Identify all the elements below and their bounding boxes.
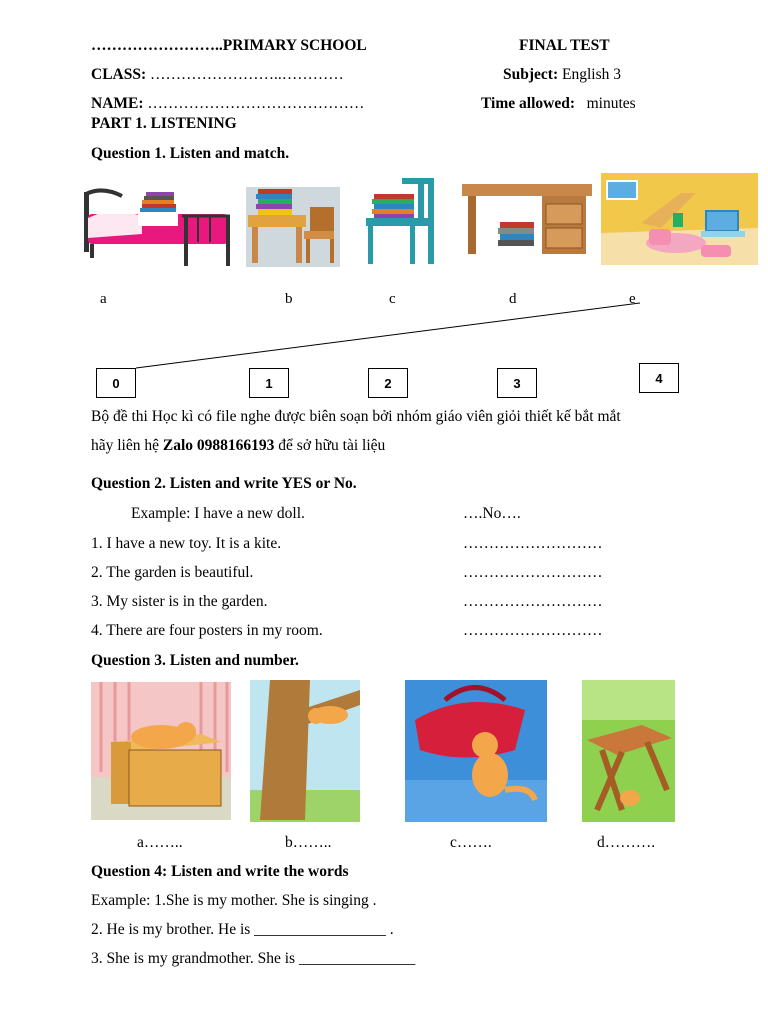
- subject-value: English 3: [561, 66, 621, 83]
- q1-letter-c: c: [389, 291, 396, 307]
- final-test-title: FINAL TEST: [519, 37, 610, 54]
- q3-title: Question 3. Listen and number.: [91, 652, 299, 669]
- promo-line-2: [91, 437, 385, 455]
- q4-item-3: 3. She is my grandmother. She is _______________: [91, 950, 416, 967]
- match-box-1: 1: [249, 368, 289, 398]
- cat-by-bag-image: [405, 680, 547, 822]
- time-value: minutes: [586, 95, 636, 112]
- q2-answer-2: ………………………: [463, 564, 603, 581]
- zalo-contact: Zalo 0988166193: [162, 437, 275, 454]
- q1-letter-d: d: [509, 291, 517, 307]
- part1-heading: PART 1. LISTENING: [91, 115, 237, 132]
- school-name: ……………………..PRIMARY SCHOOL: [91, 37, 367, 54]
- match-box-0: 0: [96, 368, 136, 398]
- q2-answer-1: ………………………: [463, 535, 603, 552]
- q3-label-c: c…….: [450, 834, 492, 851]
- name-label: NAME:: [91, 95, 144, 112]
- q2-example-answer: ….No….: [463, 505, 521, 522]
- example-match-line: [0, 0, 768, 400]
- promo-text-end: để sở hữu tài liệu: [274, 437, 386, 454]
- q1-letter-b: b: [285, 291, 293, 307]
- q2-example: Example: I have a new doll.: [131, 505, 305, 522]
- q3-label-d: d……….: [597, 834, 656, 851]
- promo-text: hãy liên hệ: [91, 437, 163, 454]
- name-blank: ……………………………………: [147, 95, 365, 112]
- q4-title: Question 4: Listen and write the words: [91, 863, 349, 880]
- q4-example: Example: 1.She is my mother. She is singing .: [91, 892, 377, 909]
- q2-item-2: 2. The garden is beautiful.: [91, 564, 254, 581]
- q4-item-2: 2. He is my brother. He is _________________ .: [91, 921, 394, 938]
- q2-answer-4: ………………………: [463, 622, 603, 639]
- cat-in-tree-image: [250, 680, 360, 822]
- match-box-4: 4: [639, 363, 679, 393]
- q2-title: Question 2. Listen and write YES or No.: [91, 475, 357, 492]
- q1-letter-e: e: [629, 291, 636, 307]
- subject-label: Subject:: [503, 66, 559, 83]
- q1-title: Question 1. Listen and match.: [91, 145, 290, 162]
- class-blank: ……………………..…………: [150, 66, 344, 83]
- q3-label-b: b……..: [285, 834, 332, 851]
- cat-on-box-image: [91, 682, 231, 820]
- cat-under-table-image: [582, 680, 675, 822]
- promo-line-1: Bộ đề thi Học kì có file nghe được biên soạn bởi nhóm giáo viên giỏi thiết kế bắt mắt: [91, 408, 621, 425]
- q3-label-a: a……..: [137, 834, 183, 851]
- class-label: CLASS:: [91, 66, 147, 83]
- match-box-3: 3: [497, 368, 537, 398]
- q1-letter-a: a: [100, 291, 107, 307]
- q2-item-3: 3. My sister is in the garden.: [91, 593, 268, 610]
- time-label: Time allowed:: [481, 95, 575, 112]
- q2-item-4: 4. There are four posters in my room.: [91, 622, 323, 639]
- q2-item-1: 1. I have a new toy. It is a kite.: [91, 535, 282, 552]
- match-box-2: 2: [368, 368, 408, 398]
- q2-answer-3: ………………………: [463, 593, 603, 610]
